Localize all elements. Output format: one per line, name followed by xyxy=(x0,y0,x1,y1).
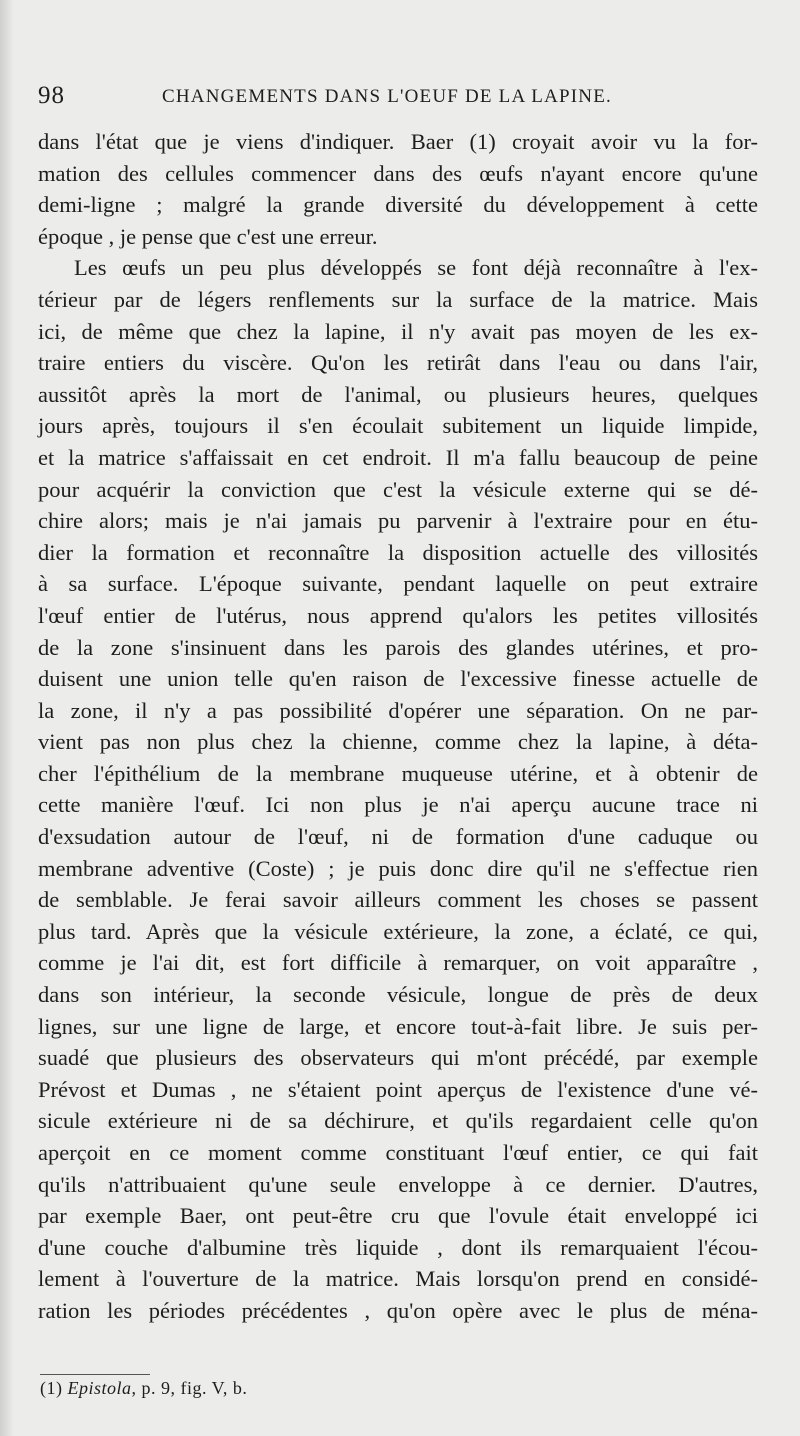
text-line: plus tard. Après que la vésicule extérieure, la zone, a éclaté, ce qui, xyxy=(38,918,758,944)
text-line: mation des cellules commencer dans des œufs n'ayant encore qu'une xyxy=(38,160,758,186)
text-line: pour acquérir la conviction que c'est la vésicule externe qui se dé- xyxy=(38,476,758,502)
text-line: aperçoit en ce moment comme constituant l'œuf entier, ce qui fait xyxy=(38,1140,758,1165)
text-line: dans son intérieur, la seconde vésicule, longue de près de deux xyxy=(38,982,758,1008)
text-line: demi-ligne ; malgré la grande diversité du développement à cette xyxy=(38,192,758,218)
text-line: qu'ils n'attribuaient qu'une seule enveloppe à ce dernier. D'autres, xyxy=(38,1171,758,1197)
text-line: duisent une union telle qu'en raison de l'excessive finesse actuelle de xyxy=(38,666,758,692)
footnote-rule xyxy=(40,1374,150,1375)
text-line: cher l'épithélium de la membrane muqueuse utérine, et à obtenir de xyxy=(38,760,758,786)
text-line: époque , je pense que c'est une erreur. xyxy=(38,223,378,249)
text-line: et la matrice s'affaissait en cet endroit. Il m'a fallu beaucoup de peine xyxy=(38,444,758,470)
footnote-detail: , p. 9, fig. V, b. xyxy=(131,1378,248,1398)
text-line: l'œuf entier de l'utérus, nous apprend qu'alors les petites villosités xyxy=(38,602,758,628)
text-line: d'une couche d'albumine très liquide , dont ils remarquaient l'écou- xyxy=(38,1234,758,1260)
text-line: cette manière l'œuf. Ici non plus je n'ai aperçu aucune trace ni xyxy=(38,792,758,818)
text-line: sicule extérieure ni de sa déchirure, et qu'ils regardaient celle qu'on xyxy=(38,1108,758,1134)
page-number: 98 xyxy=(38,82,65,109)
text-line: de la zone s'insinuent dans les parois des glandes utérines, et pro- xyxy=(38,634,758,660)
text-line: lignes, sur une ligne de large, et encore tout-à-fait libre. Je suis per- xyxy=(38,1013,758,1039)
text-line: ration les périodes précédentes , qu'on opère avec le plus de ména- xyxy=(38,1297,758,1323)
text-line: Les œufs un peu plus développés se font déjà reconnaître à l'ex- xyxy=(74,255,758,281)
page-gutter-shadow xyxy=(0,0,14,1436)
text-line: comme je l'ai dit, est fort difficile à remarquer, on voit apparaître , xyxy=(38,950,758,976)
text-line: la zone, il n'y a pas possibilité d'opérer une séparation. On ne par- xyxy=(38,697,758,723)
text-line: chire alors; mais je n'ai jamais pu parvenir à l'extraire pour en étu- xyxy=(38,508,758,534)
text-line: Prévost et Dumas , ne s'étaient point aperçus de l'existence d'une vé- xyxy=(38,1076,758,1102)
text-line: par exemple Baer, ont peut-être cru que l'ovule était enveloppé ici xyxy=(38,1203,758,1229)
footnote xyxy=(40,1378,247,1399)
footnote-marker: (1) xyxy=(40,1378,63,1398)
body-text xyxy=(38,126,758,1327)
text-line: dier la formation et reconnaître la disposition actuelle des villosités xyxy=(38,539,758,565)
text-line: d'exsudation autour de l'œuf, ni de formation d'une caduque ou xyxy=(38,824,758,850)
text-line: traire entiers du viscère. Qu'on les retirât dans l'eau ou dans l'air, xyxy=(38,350,758,376)
text-line: suadé que plusieurs des observateurs qui m'ont précédé, par exemple xyxy=(38,1045,758,1071)
text-line: à sa surface. L'époque suivante, pendant laquelle on peut extraire xyxy=(38,571,758,597)
text-line: ici, de même que chez la lapine, il n'y avait pas moyen de les ex- xyxy=(38,318,758,344)
page-header xyxy=(38,82,758,118)
text-line: membrane adventive (Coste) ; je puis donc dire qu'il ne s'effectue rien xyxy=(38,855,758,881)
running-head: CHANGEMENTS DANS L'OEUF DE LA LAPINE. xyxy=(162,86,612,107)
footnote-reference: Epistola xyxy=(67,1378,132,1398)
text-line: lement à l'ouverture de la matrice. Mais lorsqu'on prend en considé- xyxy=(38,1266,758,1292)
text-line: dans l'état que je viens d'indiquer. Baer (1) croyait avoir vu la for- xyxy=(38,129,758,154)
text-line: térieur par de légers renflements sur la surface de la matrice. Mais xyxy=(38,286,758,312)
text-line: de semblable. Je ferai savoir ailleurs comment les choses se passent xyxy=(38,887,758,913)
text-line: vient pas non plus chez la chienne, comme chez la lapine, à déta- xyxy=(38,729,758,755)
text-line: aussitôt après la mort de l'animal, ou plusieurs heures, quelques xyxy=(38,381,758,407)
text-line: jours après, toujours il s'en écoulait subitement un liquide limpide, xyxy=(38,413,758,439)
